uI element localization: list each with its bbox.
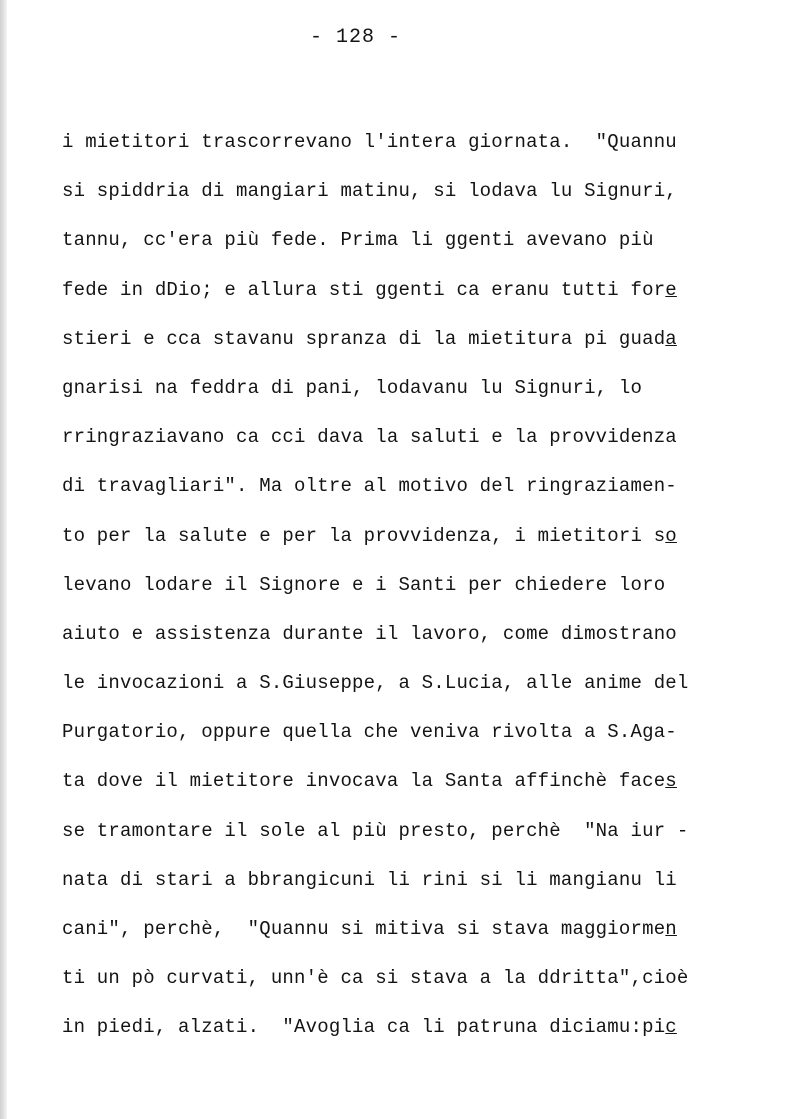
text-line: gnarisi na feddra di pani, lodavanu lu Signuri, lo xyxy=(62,376,643,399)
text-line: se tramontare il sole al più presto, perchè "Na iur - xyxy=(62,819,689,842)
text-line: stieri e cca stavanu spranza di la mietitura pi guada xyxy=(62,327,677,350)
text-line: levano lodare il Signore e i Santi per chiedere loro xyxy=(62,573,666,596)
text-line: cani", perchè, "Quannu si mitiva si stava maggiormen xyxy=(62,918,677,940)
text-line: in piedi, alzati. "Avoglia ca li patruna diciamu:pic xyxy=(62,1016,677,1039)
text-line: nata di stari a bbrangicuni li rini si li mangianu li xyxy=(62,868,677,891)
text-line: tannu, cc'era più fede. Prima li ggenti avevano più xyxy=(62,229,654,252)
text-line: i mietitori trascorrevano l'intera giornata. "Quannu xyxy=(62,131,677,153)
text-line: di travagliari". Ma oltre al motivo del ringraziamen- xyxy=(62,475,677,498)
text-line: si spiddria di mangiari matinu, si lodava lu Signuri, xyxy=(62,180,677,203)
text-line: Purgatorio, oppure quella che veniva rivolta a S.Aga- xyxy=(62,721,677,744)
text-line: to per la salute e per la provvidenza, i mietitori so xyxy=(62,524,677,547)
text-line: fede in dDio; e allura sti ggenti ca eranu tutti fore xyxy=(62,278,677,301)
hyphenation-mark: e xyxy=(665,278,677,301)
hyphenation-mark: n xyxy=(665,918,677,940)
page-edge-shadow xyxy=(0,0,7,1119)
text-line: ta dove il mietitore invocava la Santa affinchè faces xyxy=(62,770,677,793)
hyphenation-mark: o xyxy=(665,524,677,547)
text-line: le invocazioni a S.Giuseppe, a S.Lucia, alle anime del xyxy=(62,672,689,695)
hyphenation-mark: s xyxy=(665,770,677,793)
document-body xyxy=(62,129,762,1064)
hyphenation-mark: c xyxy=(665,1016,677,1039)
text-line: aiuto e assistenza durante il lavoro, come dimostrano xyxy=(62,622,677,645)
hyphenation-mark: a xyxy=(665,327,677,350)
text-line: rringraziavano ca cci dava la saluti e la provvidenza xyxy=(62,426,677,449)
text-line: ti un pò curvati, unn'è ca si stava a la ddritta",cioè xyxy=(62,967,689,990)
page-number: - 128 - xyxy=(309,26,401,49)
